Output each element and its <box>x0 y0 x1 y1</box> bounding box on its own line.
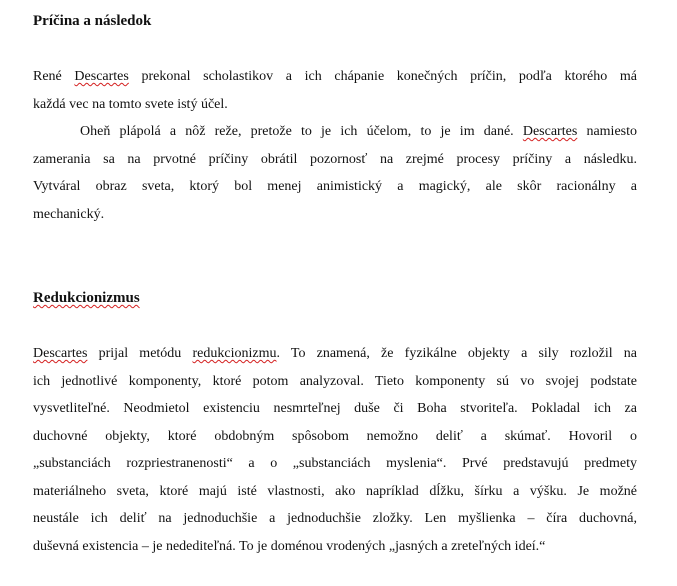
text-line: materiálneho sveta, ktoré majú isté vlastnosti, ako napríklad dĺžku, šírku a výšku. Je možné <box>33 483 637 499</box>
spellcheck-flagged-word: redukcionizmu <box>192 346 277 361</box>
text-line: René Descartes prekonal scholastikov a ich chápanie konečných príčin, podľa ktorého má <box>33 69 637 84</box>
text-line: duševná existencia – je nedediteľná. To je doménou vrodených „jasných a zreteľných ideí.“ <box>33 538 546 554</box>
text-line: každá vec na tomto svete istý účel. <box>33 96 228 112</box>
section-heading-reductionism: Redukcionizmus <box>33 290 140 306</box>
spellcheck-flagged-word: Descartes <box>33 346 88 361</box>
paragraph-fire-knife <box>33 118 637 228</box>
text-line: ich jednotlivé komponenty, ktoré potom analyzoval. Tieto komponenty sú vo svojej podstate <box>33 373 637 389</box>
text-line: Oheň plápolá a nôž reže, pretože to je ich účelom, to je im dané. Descartes namiesto <box>80 124 637 139</box>
text-line: neustále ich deliť na jednoduchšie a jednoduchšie zložky. Len myšlienka – číra duchovná, <box>33 511 637 526</box>
paragraph-descartes-scholastics <box>33 63 637 118</box>
text-line: Vytváral obraz sveta, ktorý bol menej animistický a magický, ale skôr racionálny a <box>33 179 637 194</box>
section-heading-cause-effect: Príčina a následok <box>33 13 152 29</box>
text-line: Descartes prijal metódu redukcionizmu. To znamená, že fyzikálne objekty a sily rozložil na <box>33 346 637 361</box>
text-line: mechanický. <box>33 206 105 222</box>
text-line: zamerania sa na prvotné príčiny obrátil pozornosť na zrejmé procesy príčiny a následku. <box>33 151 637 167</box>
spellcheck-flagged-word: Descartes <box>74 69 129 84</box>
spellcheck-flagged-word: Descartes <box>522 124 578 139</box>
paragraph-reductionism <box>33 340 637 560</box>
text-line: vysvetliteľné. Neodmietol existenciu nesmrteľnej duše či Boha stvoriteľa. Pokladal ich za <box>33 401 637 416</box>
text-line: „substanciách rozpriestranenosti“ a o „substanciách myslenia“. Prvé predstavujú predmety <box>33 456 637 471</box>
text-line: duchovné objekty, ktoré obdobným spôsobom nemožno deliť a skúmať. Hovoril o <box>33 428 637 444</box>
